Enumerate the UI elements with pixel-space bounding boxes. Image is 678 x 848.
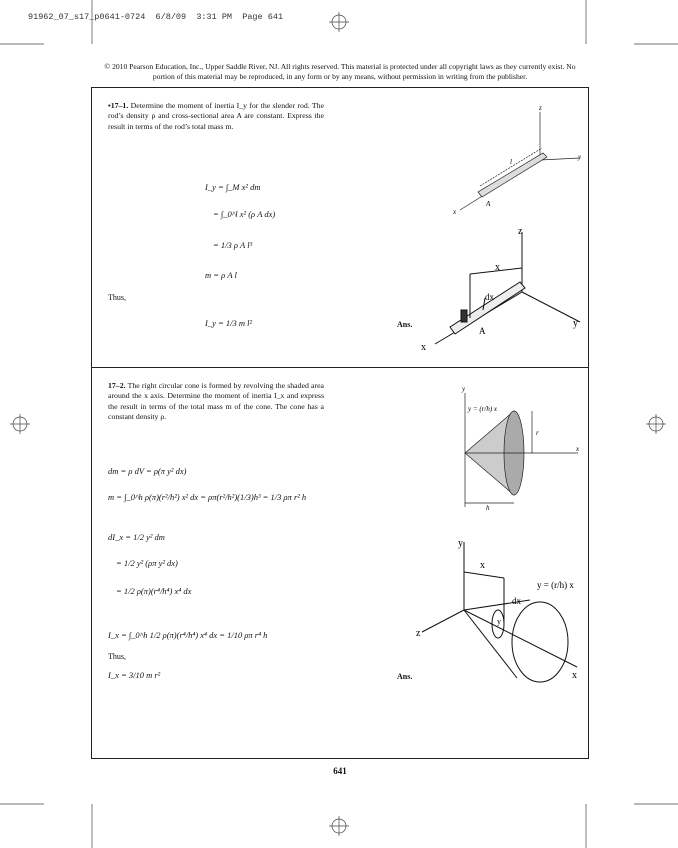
p2-sketch-y: y (458, 538, 463, 549)
p2-eq5: = 1/2 ρ(π)(r⁴/h⁴) x⁴ dx (116, 586, 192, 596)
p1-fig-z: z (539, 104, 542, 112)
p2-sketch-curve: y = (r/h) x (537, 580, 574, 590)
p2-eq2: m = ∫_0^h ρ(π)(r²/h²) x² dx = ρπ(r²/h²)(1/3)h³ = 1/3 ρπ r² h (108, 492, 307, 502)
p2-sketch-z: z (416, 628, 421, 639)
p2-eq6: I_x = ∫_0^h 1/2 ρ(π)(r⁴/h⁴) x⁴ dx = 1/10 ρπ r⁴ h (108, 630, 268, 640)
p1-sketch-z: z (518, 226, 523, 237)
p2-sketch-dx: dx (512, 596, 521, 606)
page-number: 641 (333, 766, 347, 776)
p1-result: I_y = 1/3 m l² (205, 318, 252, 328)
p1-eq4: m = ρ A l (205, 270, 237, 280)
file-slug: 91962_07_s17_p0641-0724 6/8/09 3:31 PM Page 641 (28, 12, 284, 22)
p1-rod-figure (450, 100, 590, 220)
p2-eq4: = 1/2 y² (ρπ y² dx) (116, 558, 178, 568)
p2-cone-figure (450, 383, 585, 513)
p2-fig-x: x (576, 445, 580, 453)
p2-fig-h: h (486, 504, 490, 512)
p2-fig-y: y (462, 385, 466, 393)
p2-eq1: dm = ρ dV = ρ(π y² dx) (108, 466, 187, 476)
p1-fig-A: A (486, 200, 491, 208)
p2-fig-curve: y = (r/h) x (468, 405, 498, 413)
copyright-notice: © 2010 Pearson Education, Inc., Upper Saddle River, NJ. All rights reserved. This material is protected under all copyright laws as they currently exist. No portion of this material may be reproduced, in any form or by any means, without permission in writing from the publisher. (104, 62, 576, 81)
p2-result: I_x = 3/10 m r² (108, 670, 161, 680)
problem-1-number: •17–1. (108, 101, 129, 110)
p1-sketch-xaxis: x (421, 342, 426, 353)
p2-sketch-y2: y (497, 617, 501, 626)
p1-eq1: I_y = ∫_M x² dm (205, 182, 261, 192)
p2-thus: Thus, (108, 652, 126, 661)
problem-2-text: The right circular cone is formed by revolving the shaded area around the x axis. Determine the moment of inertia I_x and express the result in terms of the total mass m of the cone. The cone has a constant density ρ. (108, 381, 324, 421)
p1-sketch-A: A (479, 326, 486, 336)
p1-fig-x: x (453, 208, 457, 216)
p1-eq3: = 1/3 ρ A l³ (213, 240, 253, 250)
p1-hand-sketch (415, 222, 585, 357)
p2-sketch-x: x (480, 560, 485, 571)
p1-sketch-y: y (573, 318, 578, 329)
p1-fig-l: l (510, 158, 512, 166)
p1-fig-y: y (578, 153, 582, 161)
p2-hand-sketch (412, 532, 587, 702)
p2-fig-r: r (536, 429, 539, 437)
problem-1-text: Determine the moment of inertia I_y for the slender rod. The rod’s density ρ and cross-sectional area A are constant. Express the result in terms of the rod’s total mass m. (108, 101, 325, 131)
problem-divider (91, 367, 589, 368)
p2-ans: Ans. (397, 672, 413, 681)
p2-sketch-xaxis: x (572, 670, 577, 681)
p1-sketch-x: x (495, 262, 500, 273)
p1-thus: Thus, (108, 293, 126, 302)
problem-2-number: 17–2. (108, 381, 126, 390)
p1-eq2: = ∫_0^l x² (ρ A dx) (213, 209, 276, 219)
p1-sketch-dx: dx (485, 292, 494, 302)
problem-2-statement (108, 381, 324, 422)
problem-1-statement (108, 101, 324, 132)
p2-eq3: dI_x = 1/2 y² dm (108, 532, 165, 542)
p1-ans: Ans. (397, 320, 413, 329)
